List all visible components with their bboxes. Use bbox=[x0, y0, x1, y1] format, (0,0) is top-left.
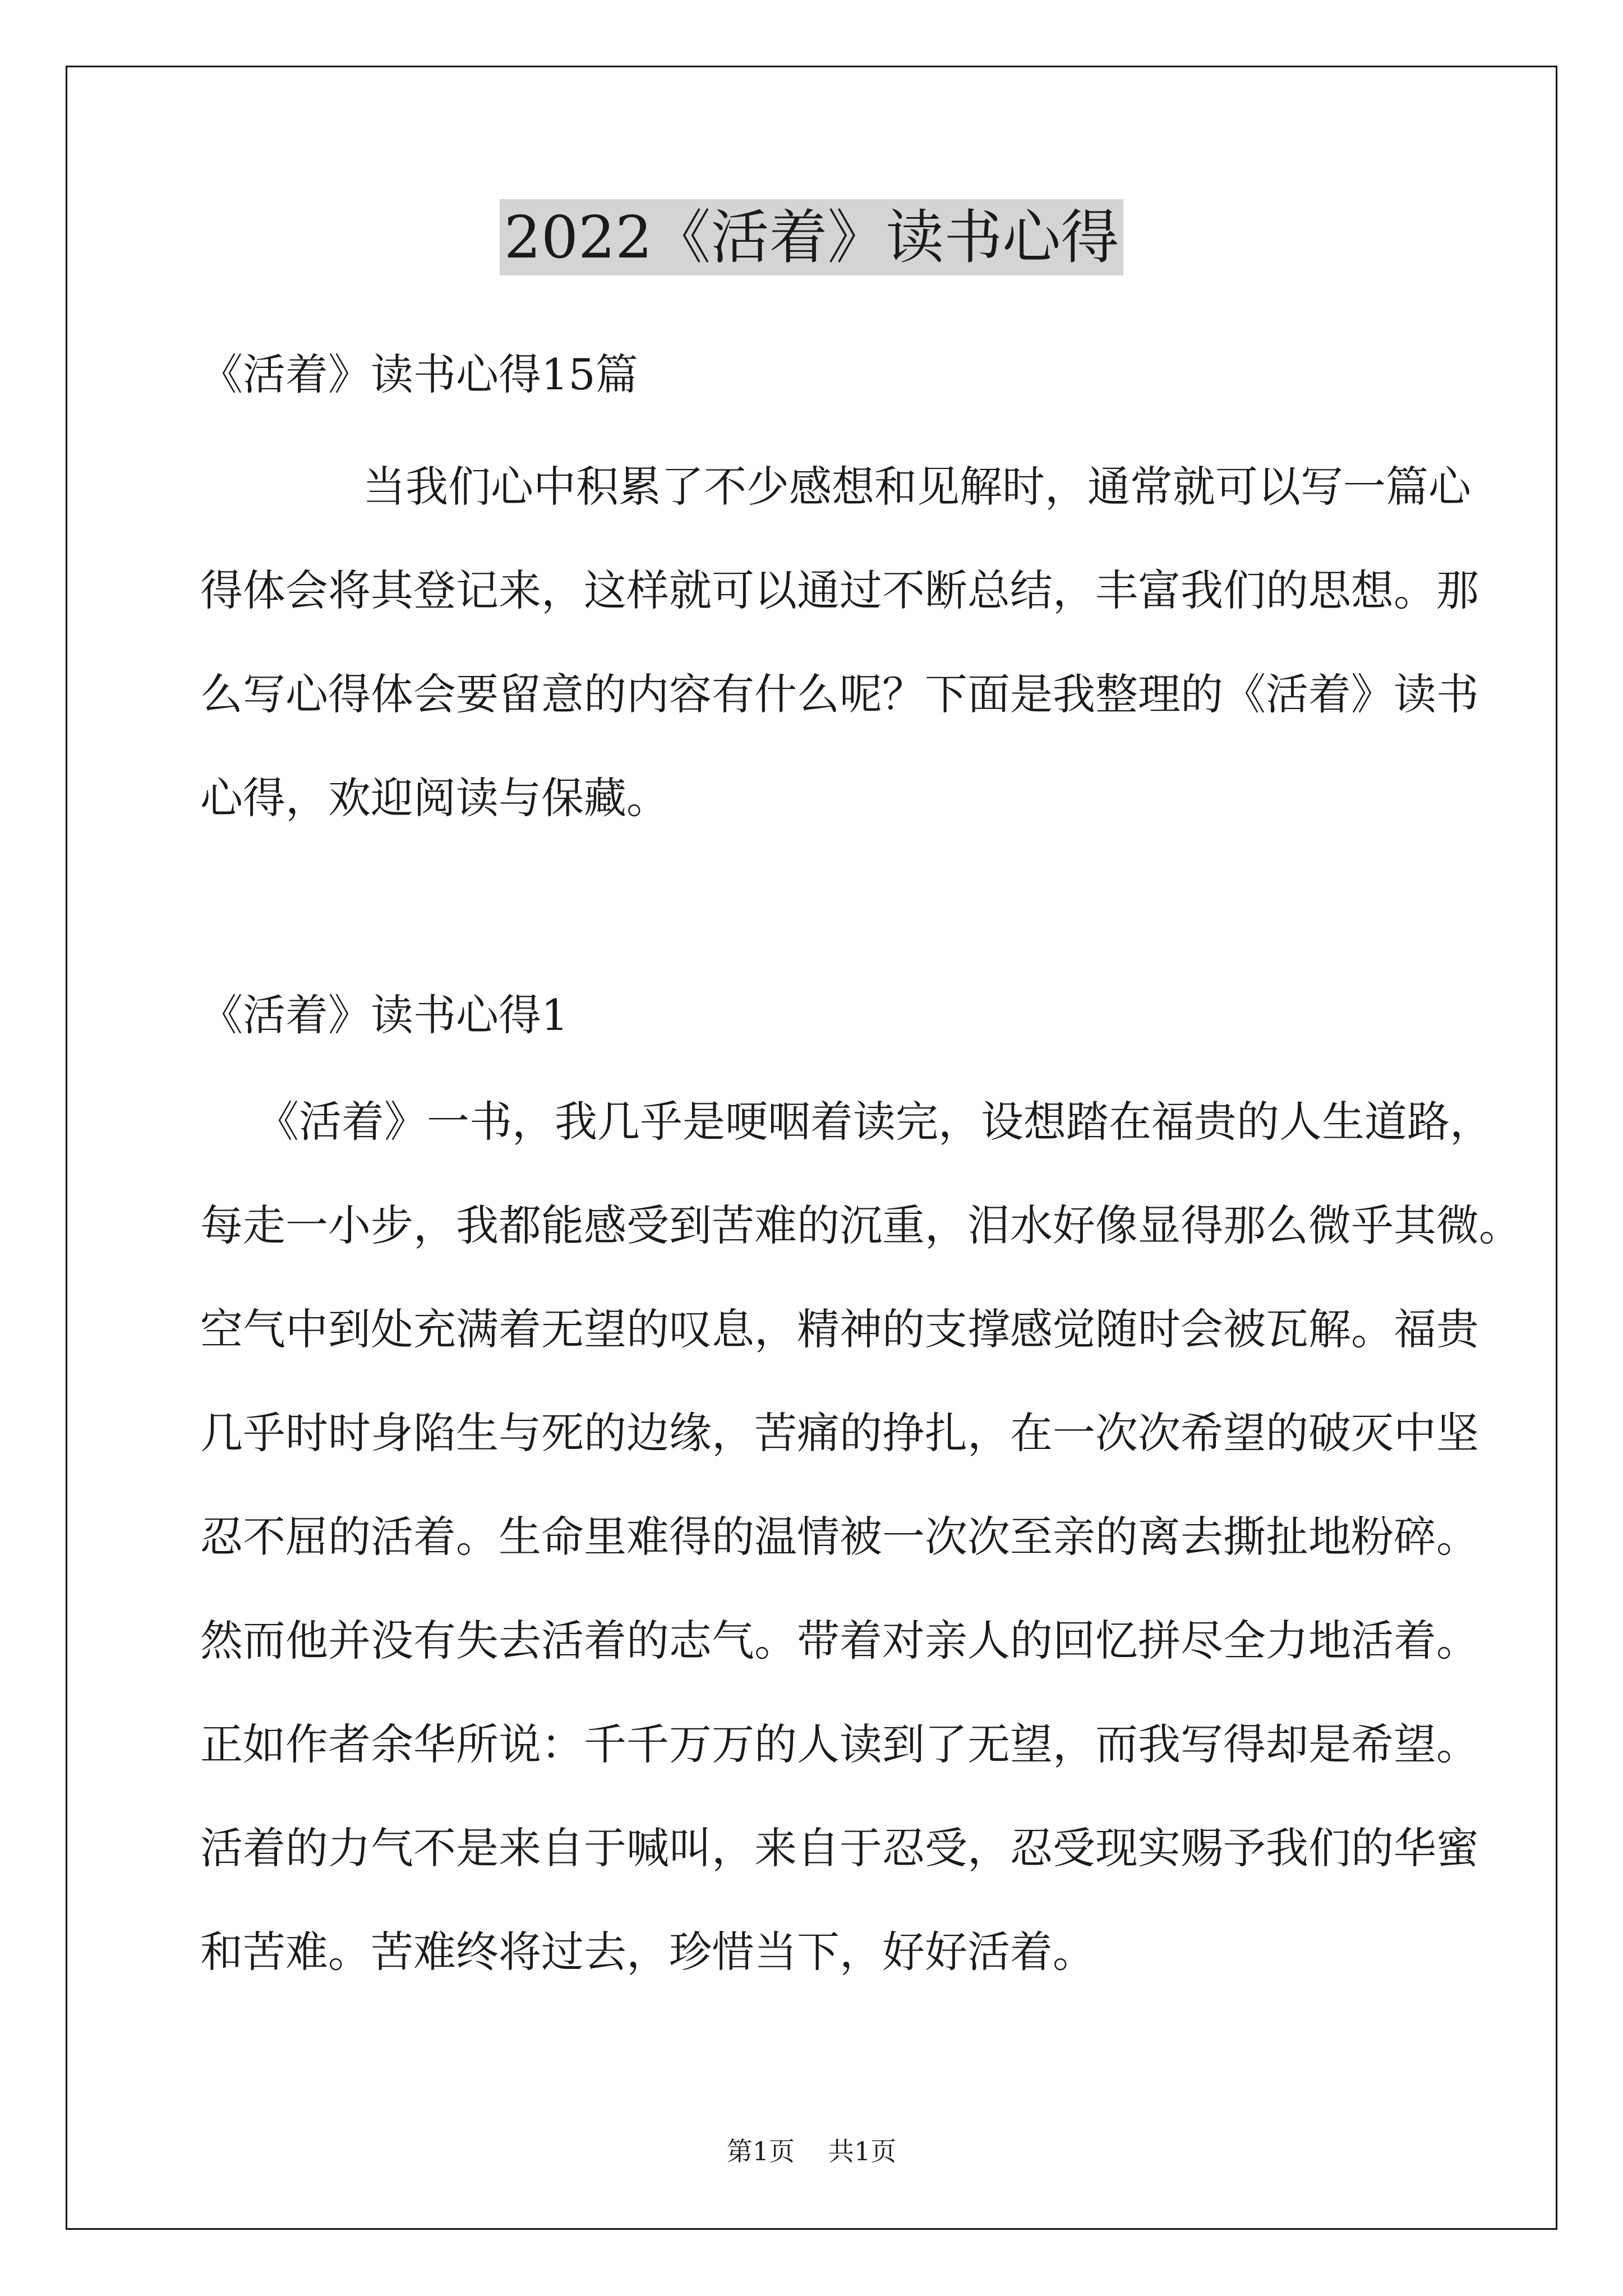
body-line-1: 《活着》一书，我几乎是哽咽着读完，设想踏在福贵的人生道路， bbox=[256, 1097, 1492, 1147]
section-heading: 《活着》读书心得1 bbox=[200, 990, 569, 1040]
body-line-8: 活着的力气不是来自于喊叫，来自于忍受，忍受现实赐予我们的华蜜 bbox=[200, 1823, 1479, 1873]
page-number: 第1页 bbox=[726, 2136, 795, 2166]
body-line-2: 每走一小步，我都能感受到苦难的沉重，泪水好像显得那么微乎其微。 bbox=[200, 1200, 1521, 1250]
subtitle: 《活着》读书心得15篇 bbox=[200, 349, 638, 399]
page-footer bbox=[0, 2134, 1623, 2168]
intro-line-1: 当我们心中积累了不少感想和见解时，通常就可以写一篇心 bbox=[363, 462, 1471, 512]
body-line-7: 正如作者余华所说：千千万万的人读到了无望，而我写得却是希望。 bbox=[200, 1719, 1479, 1769]
page-total: 共1页 bbox=[828, 2136, 897, 2166]
body-line-4: 几乎时时身陷生与死的边缘，苦痛的挣扎，在一次次希望的破灭中坚 bbox=[200, 1408, 1479, 1458]
title-area bbox=[0, 199, 1623, 275]
body-line-6: 然而他并没有失去活着的志气。带着对亲人的回忆拼尽全力地活着。 bbox=[200, 1616, 1479, 1665]
body-line-3: 空气中到处充满着无望的叹息，精神的支撑感觉随时会被瓦解。福贵 bbox=[200, 1304, 1479, 1354]
intro-line-2: 得体会将其登记来，这样就可以通过不断总结，丰富我们的思想。那 bbox=[200, 565, 1479, 615]
intro-line-4: 心得，欢迎阅读与保藏。 bbox=[200, 773, 669, 823]
body-line-9: 和苦难。苦难终将过去，珍惜当下，好好活着。 bbox=[200, 1927, 1095, 1977]
body-line-5: 忍不屈的活着。生命里难得的温情被一次次至亲的离去撕扯地粉碎。 bbox=[200, 1512, 1479, 1562]
intro-line-3: 么写心得体会要留意的内容有什么呢？下面是我整理的《活着》读书 bbox=[200, 669, 1479, 719]
document-title: 2022《活着》读书心得 bbox=[500, 199, 1124, 275]
